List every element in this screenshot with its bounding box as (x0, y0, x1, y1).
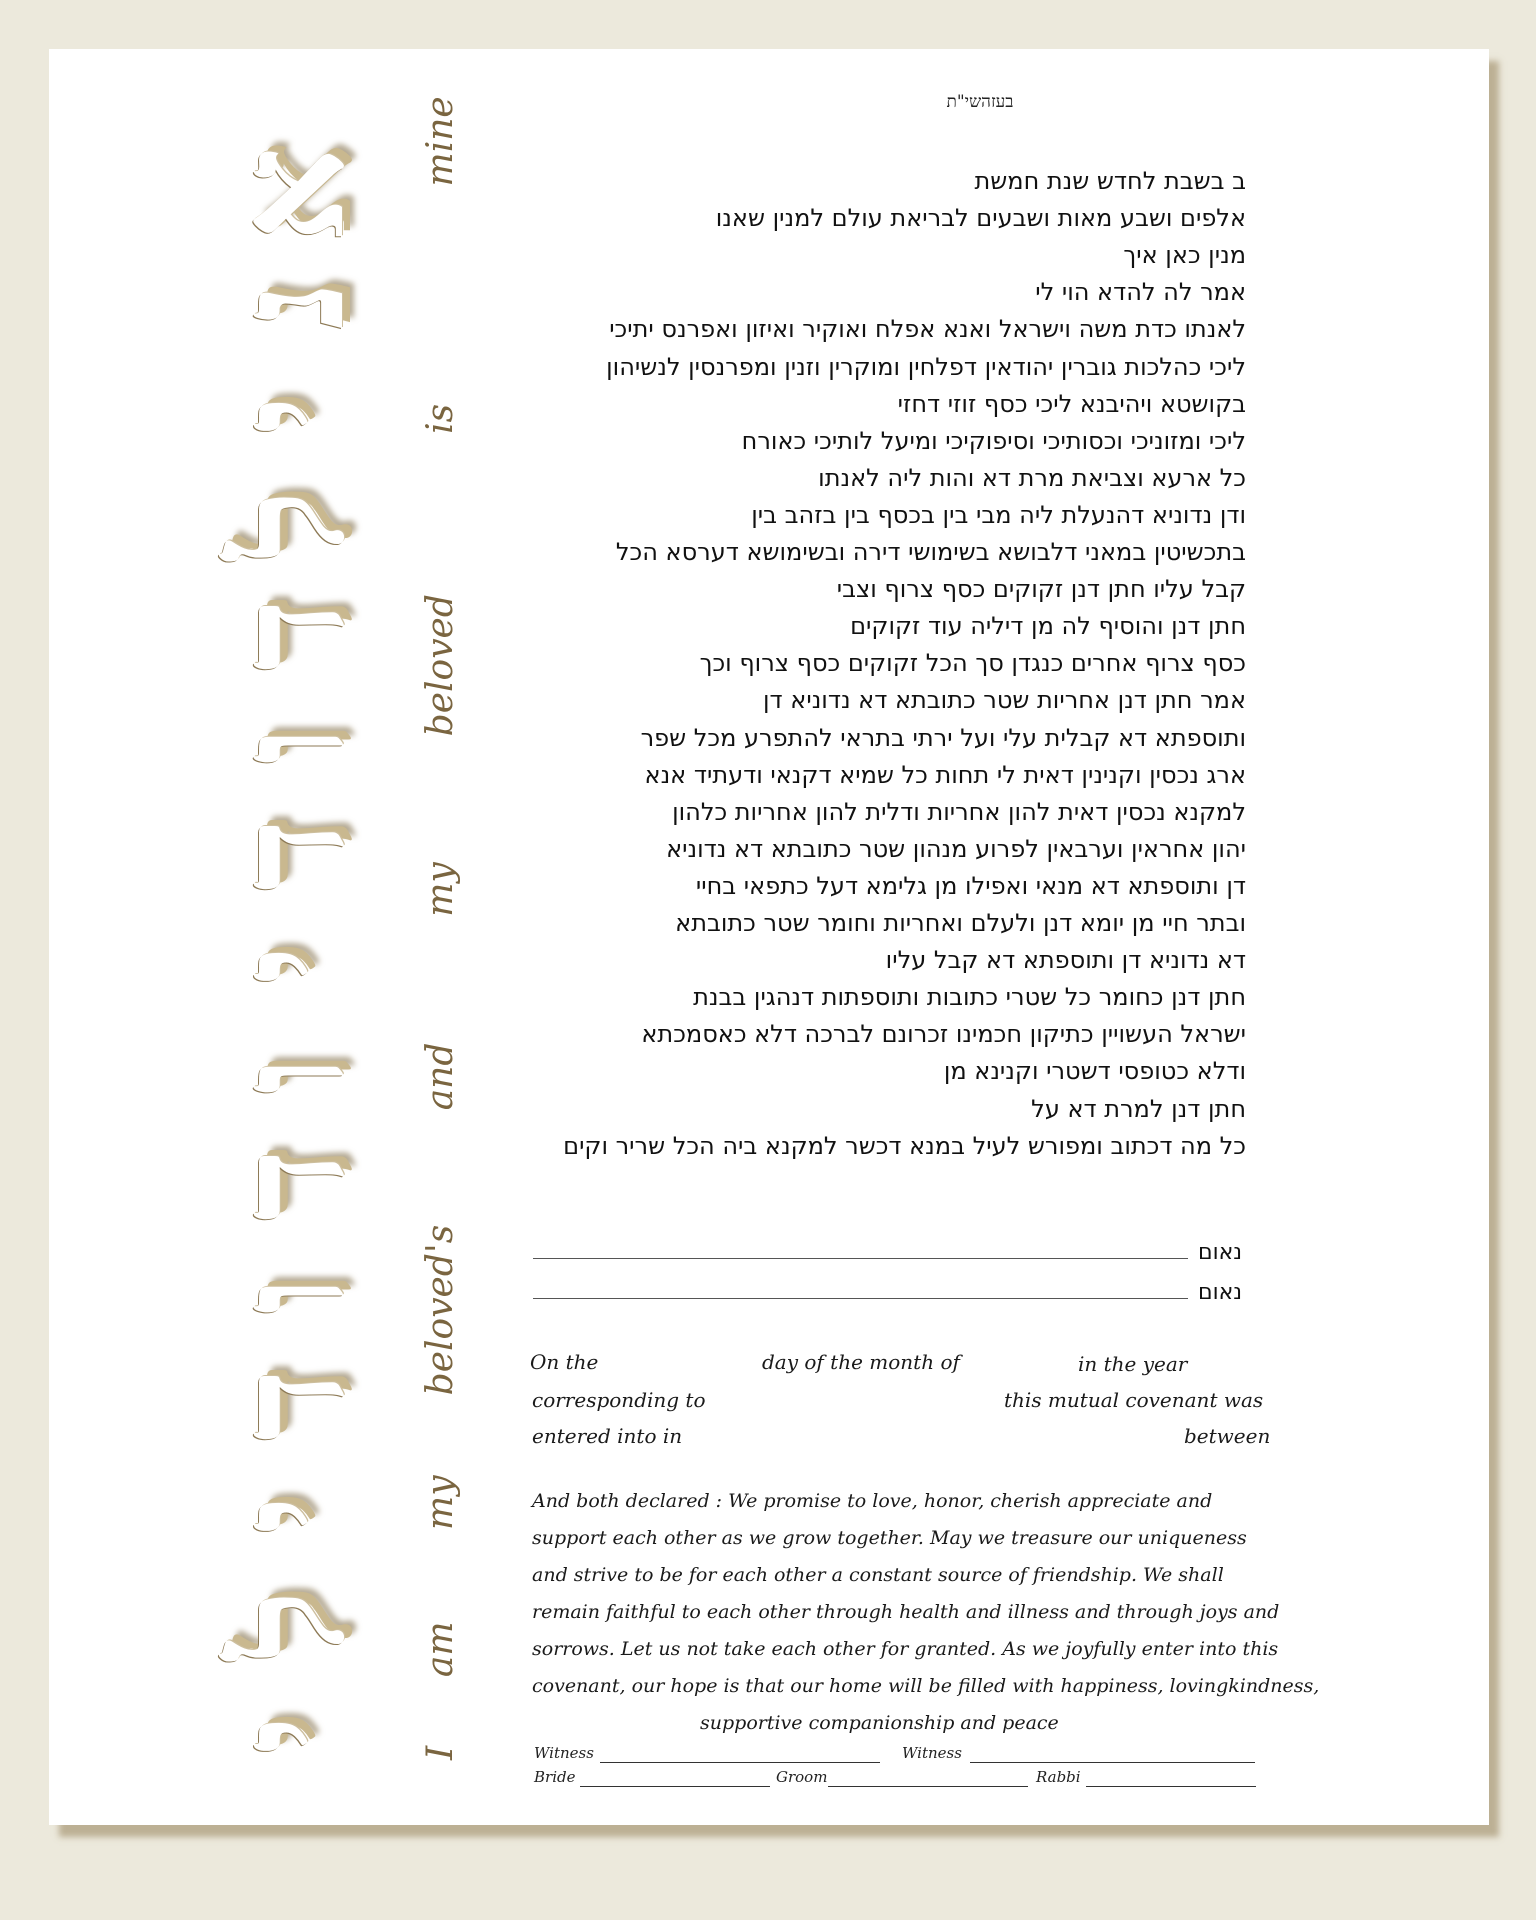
hebrew-text-line: ליכי ומזוניכי וכסותיכי וסיפוקיכי ומיעל לותיכי כאורח (741, 426, 1246, 455)
vertical-english-word: I (420, 1745, 461, 1760)
hebrew-text-line: קבל עליו חתן דנן זקוקים כסף צרוף וצבי (836, 575, 1246, 604)
hebrew-text-line: ובתר חיי מן יומא דנן ולעלם ואחריות וחומר שטר כתובתא (675, 909, 1246, 937)
hebrew-witness-label: נאום (1198, 1280, 1243, 1305)
english-day-of-month: day of the month of (762, 1350, 960, 1374)
vertical-hebrew-letter: נ (202, 280, 378, 330)
english-entered-into: entered into in (532, 1424, 683, 1448)
english-declaration-line: supportive companionship and peace (700, 1712, 1059, 1734)
hebrew-text-line: כל ארעא וצביאת מרת דא והות ליה לאנתו (818, 463, 1246, 492)
hebrew-text-line: בקושטא ויהיבנא ליכי כסף זוזי דחזי (897, 389, 1246, 418)
vertical-english-word: mine (420, 96, 461, 187)
hebrew-text-line: יהון אחראין וערבאין לפרוע מנהון שטר כתובתא דא נדוניא (666, 834, 1246, 863)
vertical-hebrew-letter: ד (202, 1368, 378, 1442)
hebrew-text-line: כסף צרוף אחרים כנגדן סך הכל זקוקים כסף צרוף וכך (699, 649, 1246, 678)
english-mutual-covenant: this mutual covenant was (1004, 1388, 1264, 1412)
vertical-english-word: my (420, 1475, 461, 1530)
english-declaration-line: sorrows. Let us not take each other for granted. As we joyfully enter into this (532, 1638, 1279, 1660)
vertical-hebrew-letter: י (202, 1715, 378, 1755)
vertical-hebrew-letter: ו (202, 1275, 378, 1315)
vertical-english-word: is (420, 403, 461, 434)
hebrew-text-line: דן ותוספתא דא מנאי ואפילו מן גלימא דעל כתפאי בחיי (695, 871, 1246, 900)
vertical-hebrew-letter: ל (202, 489, 378, 561)
hebrew-text-line: ודלא כטופסי דשטרי וקנינא מן (943, 1057, 1246, 1086)
vertical-hebrew-letter: ל (202, 1589, 378, 1661)
hebrew-text-line: חתן דנן למרת דא על (1031, 1094, 1246, 1123)
rabbi-line[interactable] (1086, 1786, 1256, 1787)
vertical-hebrew-letter: ד (202, 598, 378, 672)
hebrew-text-line: בתכשיטין במאני דלבושא בשימושי דירה ובשימושא דערסא הכל (615, 538, 1246, 566)
english-corresponding-to: corresponding to (532, 1388, 706, 1412)
bride-line[interactable] (580, 1786, 770, 1787)
vertical-hebrew-letter: ד (202, 1148, 378, 1222)
bride-label: Bride (534, 1768, 576, 1786)
hebrew-text-line: דא נדוניא דן ותוספתא דא קבל עליו (885, 946, 1246, 975)
vertical-english-word: beloved's (420, 1224, 461, 1396)
hebrew-text-line: חתן דנן והוסיף לה מן דיליה עוד זקוקים (850, 612, 1246, 641)
hebrew-text-line: למקנא נכסין דאית להון אחריות ודלית להון אחריות כלהון (672, 797, 1246, 826)
hebrew-text-line: מנין כאן איך (1123, 241, 1246, 270)
groom-line[interactable] (828, 1786, 1028, 1787)
witness-label: Witness (534, 1744, 594, 1762)
hebrew-text-line: כל מה דכתוב ומפורש לעיל במנא דכשר למקנא ביה הכל שריר וקים (563, 1131, 1246, 1160)
hebrew-text-line: אלפים ושבע מאות ושבעים לבריאת עולם למנין שאנו (715, 204, 1246, 233)
vertical-hebrew-letter: י (202, 1495, 378, 1535)
witness-label: Witness (902, 1744, 962, 1762)
vertical-hebrew-letter: ד (202, 818, 378, 892)
english-on-the: On the (530, 1350, 599, 1374)
english-declaration-line: remain faithful to each other through health and illness and through joys and (532, 1601, 1280, 1623)
rabbi-label: Rabbi (1036, 1768, 1081, 1786)
english-declaration-line: covenant, our hope is that our home will be filled with happiness, lovingkindness, (532, 1675, 1320, 1697)
witness-1-line[interactable] (600, 1762, 880, 1763)
vertical-english-word: and (420, 1042, 461, 1111)
vertical-hebrew-letter: ו (202, 725, 378, 765)
hebrew-text-line: ישראל העשויין כתיקון חכמינו זכרונם לברכה דלא כאסמכתא (641, 1020, 1246, 1049)
vertical-hebrew-letter: ו (202, 1055, 378, 1095)
hebrew-witness-line[interactable] (533, 1298, 1188, 1299)
hebrew-text-line: חתן דנן כחומר כל שטרי כתובות ותוספתות דנהגין בבנת (693, 983, 1246, 1012)
vertical-english-verse (420, 96, 461, 1760)
witness-2-line[interactable] (970, 1762, 1255, 1763)
english-in-the-year: in the year (1078, 1352, 1188, 1376)
hebrew-text-line: לאנתו כדת משה וישראל ואנא אפלח ואוקיר ואיזון ואפרנס יתיכי (609, 315, 1246, 344)
hebrew-witness-label: נאום (1198, 1240, 1243, 1265)
english-declaration-line: And both declared : We promise to love, honor, cherish appreciate and (532, 1490, 1213, 1512)
hebrew-text-line: ודן נדוניא דהנעלת ליה מבי בין בכסף בין בזהב בין (751, 500, 1246, 529)
groom-label: Groom (776, 1768, 828, 1786)
vertical-english-word: am (420, 1621, 461, 1678)
hebrew-text-line: אמר חתן דנן אחריות שטר כתובתא דא נדוניא דן (763, 686, 1246, 715)
vertical-english-word: my (420, 862, 461, 917)
english-declaration-line: and strive to be for each other a constant source of friendship. We shall (532, 1564, 1224, 1586)
hebrew-text-line: אמר לה להדא הוי לי (1035, 278, 1246, 307)
vertical-hebrew-letter: י (202, 395, 378, 435)
hebrew-witness-line[interactable] (533, 1258, 1188, 1259)
hebrew-text-line: ותוספתא דא קבלית עלי ועל ירתי בתראי להתפרע מכל שפר (640, 723, 1246, 752)
vertical-english-word: beloved (420, 594, 461, 737)
hebrew-text-line: ליכי כהלכות גוברין יהודאין דפלחין ומוקרין וזנין ומפרנסין לנשיהון (606, 352, 1246, 381)
english-declaration-line: support each other as we grow together. May we treasure our uniqueness (532, 1527, 1247, 1549)
hebrew-text-line: ארג נכסין וקנינין דאית לי תחות כל שמיא דקנאי ודעתיד אנא (644, 760, 1246, 789)
english-between: between (1184, 1424, 1271, 1448)
vertical-hebrew-letter: א (202, 146, 378, 244)
vertical-hebrew-letter: י (202, 945, 378, 985)
hebrew-text-line: ב בשבת לחדש שנת חמשת (974, 167, 1246, 195)
hebrew-header: בעזהשי"ת (946, 92, 1014, 112)
